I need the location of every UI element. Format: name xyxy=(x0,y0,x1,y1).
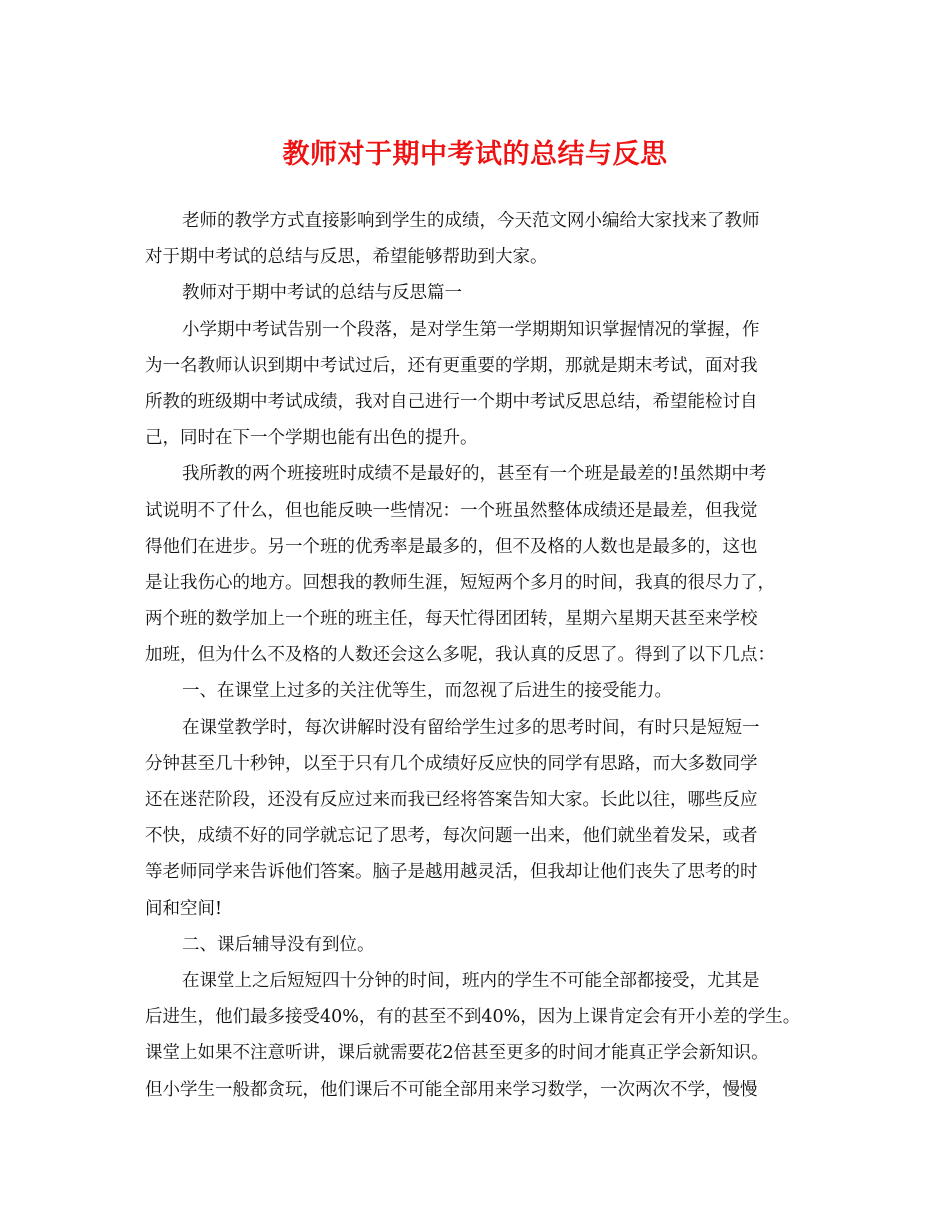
text-line: 我所教的两个班接班时成绩不是最好的，甚至有一个班是最差的!虽然期中考 xyxy=(182,464,767,485)
text-line: 在课堂上之后短短四十分钟的时间，班内的学生不可能全部都接受，尤其是 xyxy=(182,970,760,991)
text-line: 为一名教师认识到期中考试过后，还有更重要的学期，那就是期末考试，面对我 xyxy=(145,355,758,376)
text-line: 加班，但为什么不及格的人数还会这么多呢，我认真的反思了。得到了以下几点： xyxy=(145,645,775,666)
text-line: 是让我伤心的地方。回想我的教师生涯，短短两个多月的时间，我真的很尽力了， xyxy=(145,572,775,593)
text-line: 两个班的数学加上一个班的班主任，每天忙得团团转，星期六星期天甚至来学校 xyxy=(145,609,758,630)
text-line: 教师对于期中考试的总结与反思篇一 xyxy=(182,283,462,304)
text-line: 对于期中考试的总结与反思，希望能够帮助到大家。 xyxy=(145,247,548,268)
text-line: 还在迷茫阶段，还没有反应过来而我已经将答案告知大家。长此以往，哪些反应 xyxy=(145,790,758,810)
text-line: 一、在课堂上过多的关注优等生，而忽视了后进生的接受能力。 xyxy=(182,681,672,702)
text-line: 二、课后辅导没有到位。 xyxy=(182,934,375,955)
text-line: 等老师同学来告诉他们答案。脑子是越用越灵活，但我却让他们丧失了思考的时 xyxy=(145,862,758,883)
text-line: 己，同时在下一个学期也能有出色的提升。 xyxy=(145,428,478,449)
document-title: 教师对于期中考试的总结与反思 xyxy=(282,139,668,170)
text-line: 但小学生一般都贪玩，他们课后不可能全部用来学习数学，一次两次不学，慢慢 xyxy=(145,1079,758,1100)
text-line: 分钟甚至几十秒钟，以至于只有几个成绩好反应快的同学有思路，而大多数同学 xyxy=(145,753,758,774)
text-line: 试说明不了什么，但也能反映一些情况：一个班虽然整体成绩还是最差，但我觉 xyxy=(145,500,758,521)
document-body xyxy=(145,203,805,1108)
text-line: 小学期中考试告别一个段落，是对学生第一学期期知识掌握情况的掌握，作 xyxy=(182,319,760,340)
text-line: 课堂上如果不注意听讲，课后就需要花2倍甚至更多的时间才能真正学会新知识。 xyxy=(145,1043,769,1064)
text-line: 所教的班级期中考试成绩，我对自己进行一个期中考试反思总结，希望能检讨自 xyxy=(145,391,758,412)
text-line: 间和空间! xyxy=(145,898,223,919)
text-line: 得他们在进步。另一个班的优秀率是最多的，但不及格的人数也是最多的，这也 xyxy=(145,536,758,557)
text-line: 在课堂教学时，每次讲解时没有留给学生过多的思考时间，有时只是短短一 xyxy=(182,717,760,738)
text-line: 不快，成绩不好的同学就忘记了思考，每次问题一出来，他们就坐着发呆，或者 xyxy=(145,826,758,847)
text-line: 老师的教学方式直接影响到学生的成绩，今天范文网小编给大家找来了教师 xyxy=(182,211,760,231)
text-line: 后进生，他们最多接受40%，有的甚至不到40%，因为上课肯定会有开小差的学生。 xyxy=(145,1007,801,1028)
